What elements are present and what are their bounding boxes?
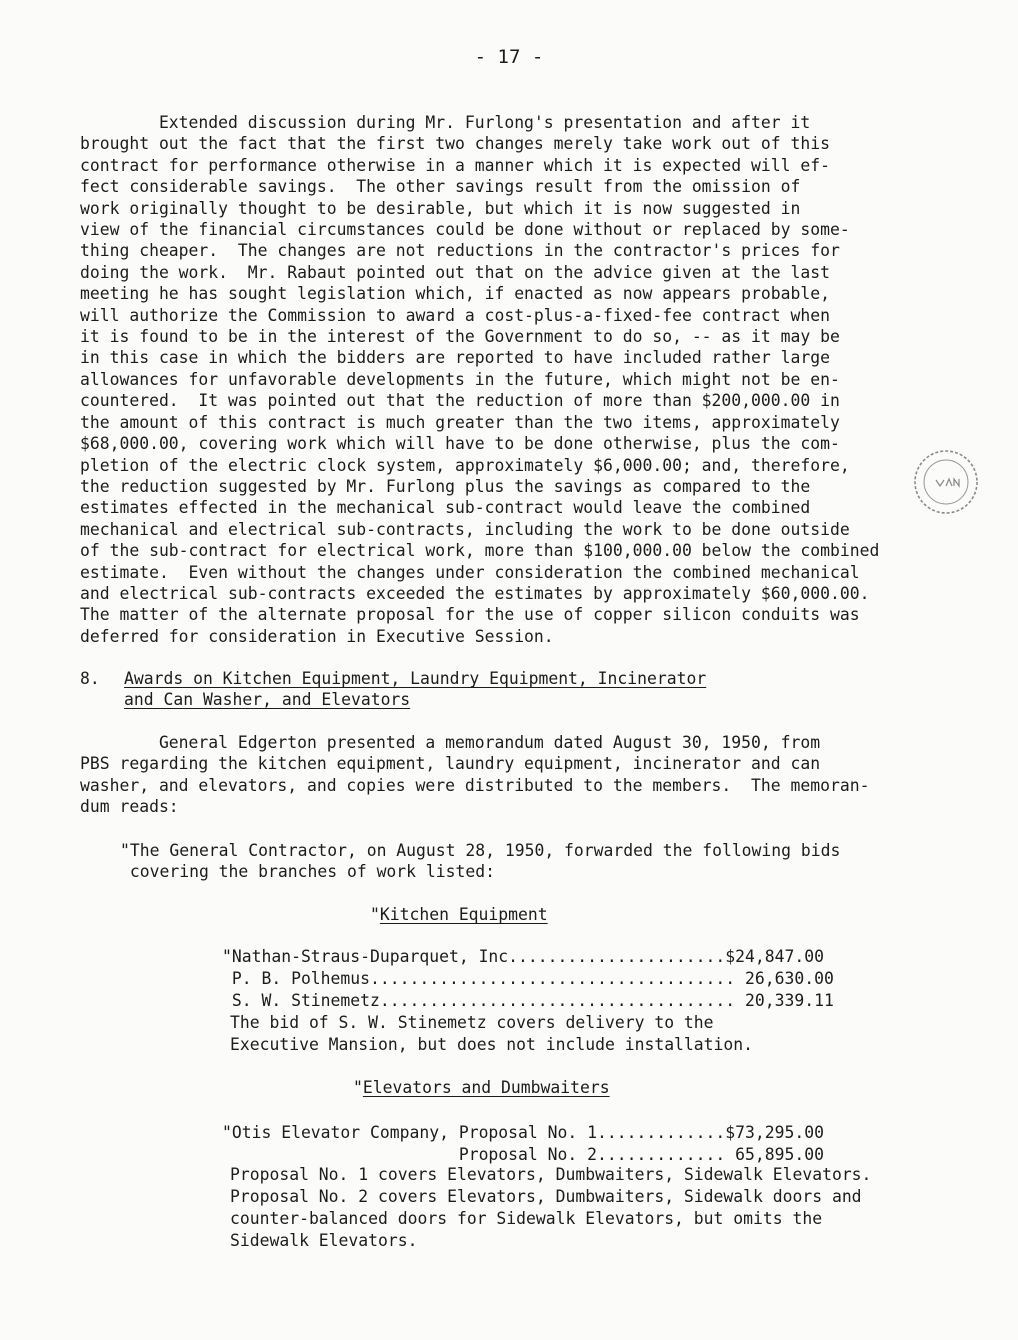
text-line: The matter of the alternate proposal for the use of copper silicon conduits was bbox=[80, 605, 860, 625]
text-line: thing cheaper. The changes are not reductions in the contractor's prices for bbox=[80, 241, 840, 261]
text-line: "The General Contractor, on August 28, 1950, forwarded the following bids bbox=[120, 841, 841, 860]
bid-row bbox=[222, 1122, 824, 1143]
elevators-heading bbox=[353, 1077, 610, 1098]
text-line: brought out the fact that the first two changes merely take work out of this bbox=[80, 134, 830, 154]
library-stamp-icon bbox=[910, 446, 982, 518]
bid-label: "Nathan-Straus-Duparquet, Inc...................... bbox=[222, 947, 726, 966]
text-line: fect considerable savings. The other savings result from the omission of bbox=[80, 177, 801, 197]
section-title-line: Awards on Kitchen Equipment, Laundry Equipment, Incinerator bbox=[124, 669, 707, 688]
quote-mark: " bbox=[353, 1078, 363, 1097]
text-line: deferred for consideration in Executive Session. bbox=[80, 626, 554, 646]
section-number: 8. bbox=[80, 669, 100, 688]
text-line: the reduction suggested by Mr. Furlong plus the savings as compared to the bbox=[80, 476, 811, 496]
paragraph-edgerton-memo bbox=[80, 732, 960, 818]
bid-label: Proposal No. 2............. bbox=[222, 1145, 726, 1164]
text-line: washer, and elevators, and copies were distributed to the members. The memoran- bbox=[80, 775, 870, 795]
text-line: Sidewalk Elevators. bbox=[230, 1231, 418, 1250]
bid-label: P. B. Polhemus..................................... bbox=[222, 969, 736, 988]
text-line: $68,000.00, covering work which will have to be done otherwise, plus the com- bbox=[80, 434, 840, 454]
page-number: - 17 - bbox=[474, 46, 544, 68]
bid-amount: 20,339.11 bbox=[735, 991, 834, 1010]
memo-quote-intro bbox=[120, 840, 960, 883]
text-line: Extended discussion during Mr. Furlong's presentation and after it bbox=[80, 113, 811, 132]
text-line: contract for performance otherwise in a manner which it is expected will ef- bbox=[80, 155, 830, 175]
text-line: estimate. Even without the changes under consideration the combined mechanical bbox=[80, 562, 860, 582]
bid-row bbox=[222, 968, 834, 989]
bid-label: S. W. Stinemetz.................................... bbox=[222, 991, 736, 1010]
bid-row bbox=[222, 946, 824, 967]
text-line: it is found to be in the interest of the Government to do so, -- as it may be bbox=[80, 327, 840, 347]
text-line: of the sub-contract for electrical work, more than $100,000.00 below the combined bbox=[80, 541, 880, 561]
bid-amount: $24,847.00 bbox=[725, 947, 824, 966]
bid-amount: 65,895.00 bbox=[725, 1145, 824, 1164]
text-line: counter-balanced doors for Sidewalk Elevators, but omits the bbox=[230, 1209, 823, 1228]
elevators-note bbox=[230, 1164, 871, 1252]
text-line: allowances for unfavorable developments in the future, which might not be en- bbox=[80, 369, 840, 389]
bid-label: "Otis Elevator Company, Proposal No. 1............. bbox=[222, 1123, 726, 1142]
bid-row bbox=[222, 990, 834, 1011]
text-line: pletion of the electric clock system, approximately $6,000.00; and, therefore, bbox=[80, 455, 850, 475]
kitchen-note bbox=[230, 1012, 753, 1056]
text-line: in this case in which the bidders are reported to have included rather large bbox=[80, 348, 830, 368]
text-line: General Edgerton presented a memorandum dated August 30, 1950, from bbox=[80, 733, 821, 752]
text-line: PBS regarding the kitchen equipment, laundry equipment, incinerator and can bbox=[80, 754, 821, 774]
kitchen-heading-text: Kitchen Equipment bbox=[379, 905, 548, 924]
text-line: will authorize the Commission to award a cost-plus-a-fixed-fee contract when bbox=[80, 305, 830, 325]
text-line: Proposal No. 2 covers Elevators, Dumbwaiters, Sidewalk doors and bbox=[230, 1187, 862, 1206]
text-line: countered. It was pointed out that the reduction of more than $200,000.00 in bbox=[80, 391, 840, 411]
text-line: covering the branches of work listed: bbox=[120, 862, 495, 882]
bid-amount: 26,630.00 bbox=[735, 969, 834, 988]
section-title-line: and Can Washer, and Elevators bbox=[124, 690, 411, 710]
bid-amount: $73,295.00 bbox=[725, 1123, 824, 1142]
kitchen-equipment-heading bbox=[370, 904, 548, 925]
text-line: The bid of S. W. Stinemetz covers delivery to the bbox=[230, 1013, 714, 1032]
text-line: and electrical sub-contracts exceeded the estimates by approximately $60,000.00. bbox=[80, 583, 870, 603]
quote-mark: " bbox=[370, 905, 380, 924]
text-line: Executive Mansion, but does not include installation. bbox=[230, 1035, 754, 1054]
text-line: estimates effected in the mechanical sub-contract would leave the combined bbox=[80, 498, 811, 518]
text-line: mechanical and electrical sub-contracts, including the work to be done outside bbox=[80, 519, 850, 539]
paragraph-furlong-discussion bbox=[80, 112, 960, 647]
text-line: the amount of this contract is much greater than the two items, approximately bbox=[80, 412, 840, 432]
text-line: view of the financial circumstances could be done without or replaced by some- bbox=[80, 220, 850, 240]
text-line: Proposal No. 1 covers Elevators, Dumbwaiters, Sidewalk Elevators. bbox=[230, 1165, 872, 1184]
text-line: doing the work. Mr. Rabaut pointed out that on the advice given at the last bbox=[80, 262, 830, 282]
bid-row bbox=[222, 1144, 824, 1165]
elevators-heading-text: Elevators and Dumbwaiters bbox=[362, 1078, 610, 1097]
text-line: work originally thought to be desirable, but which it is now suggested in bbox=[80, 198, 801, 218]
text-line: meeting he has sought legislation which, if enacted as now appears probable, bbox=[80, 284, 830, 304]
text-line: dum reads: bbox=[80, 797, 179, 817]
